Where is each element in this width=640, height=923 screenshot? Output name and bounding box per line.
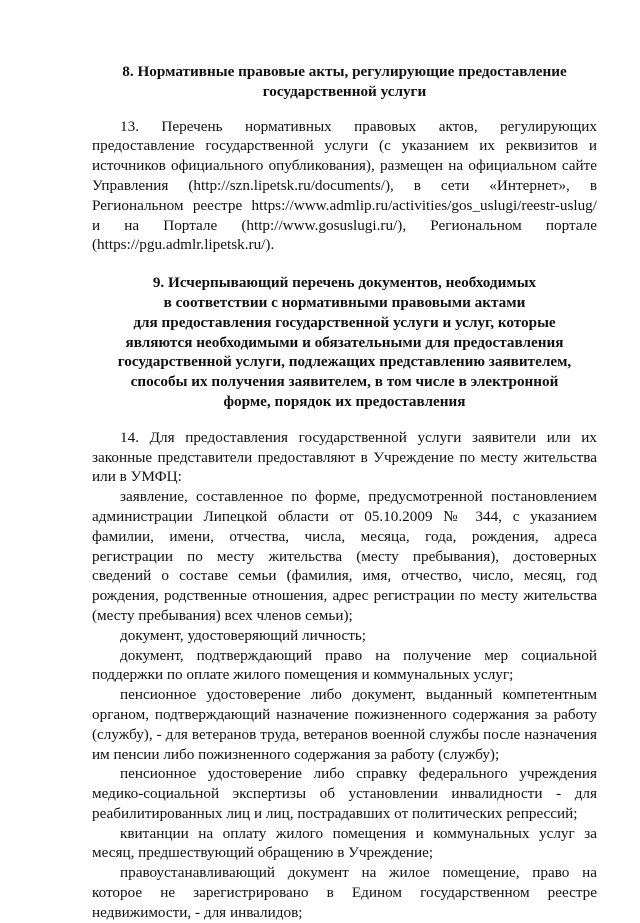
heading-line: в соответствии с нормативными правовыми актами [163, 293, 526, 311]
list-item-application: заявление, составленное по форме, предусмотренной постановлением администрации Липецкой области от 05.10.2009 № 344, с указанием фамилии, имени, отчества, числа, месяца, года, рождения, адреса регистрации по месту жительства (месту пребывания), достоверных сведений о составе семьи (фамилия, имя, отчество, число, месяц, год рождения, родственные отношения, адрес регистрации по месту жительства (месту пребывания) всех членов семьи); [92, 488, 597, 624]
heading-line: государственной услуги, подлежащих представлению заявителем, [117, 353, 572, 371]
section-9-heading [92, 273, 597, 412]
heading-line: способы их получения заявителем, в том числе в электронной [130, 373, 559, 391]
heading-line: для предоставления государственной услуги и услуг, которые [133, 313, 556, 331]
heading-line: 8. Нормативные правовые акты, регулирующие предоставление [122, 63, 567, 80]
section-8-heading [92, 62, 597, 102]
list-item-utility-receipts: квитанции на оплату жилого помещения и коммунальных услуг за месяц, предшествующий обращению в Учреждение; [92, 824, 597, 862]
list-item-identity-document: документ, удостоверяющий личность; [120, 626, 367, 644]
list-item-medical-certificate: пенсионное удостоверение либо справку федерального учреждения медико-социальной экспертизы об установлении инвалидности - для реабилитированных лиц и лиц, пострадавших от политических репрессий; [92, 765, 597, 822]
heading-line: 9. Исчерпывающий перечень документов, необходимых [152, 274, 537, 292]
heading-line: государственной услуги [262, 82, 427, 100]
heading-line: форме, порядок их предоставления [223, 392, 466, 410]
document-page [92, 62, 597, 923]
list-item-pension-certificate: пенсионное удостоверение либо документ, выданный компетентным органом, подтверждающий назначение пожизненного содержания за работу (службу), - для ветеранов труда, ветеранов военной службы после назначения им пенсии либо пожизненного содержания за работу (службу); [92, 686, 597, 763]
list-item-title-document: правоустанавливающий документ на жилое помещение, право на которое не зарегистрировано в Едином государственном реестре недвижимости, - для инвалидов; [92, 864, 597, 921]
heading-line: являются необходимыми и обязательными для предоставления [125, 333, 564, 351]
paragraph-13: 13. Перечень нормативных правовых актов, регулирующих предоставление государственной услуги (с указанием их реквизитов и источников официального опубликования), размещен на официальном сайте Управления (http://szn.lipetsk.ru/documents/), в сети «Интернет», в Региональном реестре https://www.admlip.ru/activities/gos_uslugi/reestr-uslug/ и на Портале (http://www.gosuslugi.ru/), Региональном портале (https://pgu.admlr.lipetsk.ru/). [92, 117, 597, 254]
paragraph-14: 14. Для предоставления государственной услуги заявители или их законные представители предоставляют в Учреждение по месту жительства или в УМФЦ: [92, 428, 597, 486]
list-item-entitlement-document: документ, подтверждающий право на получение мер социальной поддержки по оплате жилого помещения и коммунальных услуг; [92, 646, 597, 684]
